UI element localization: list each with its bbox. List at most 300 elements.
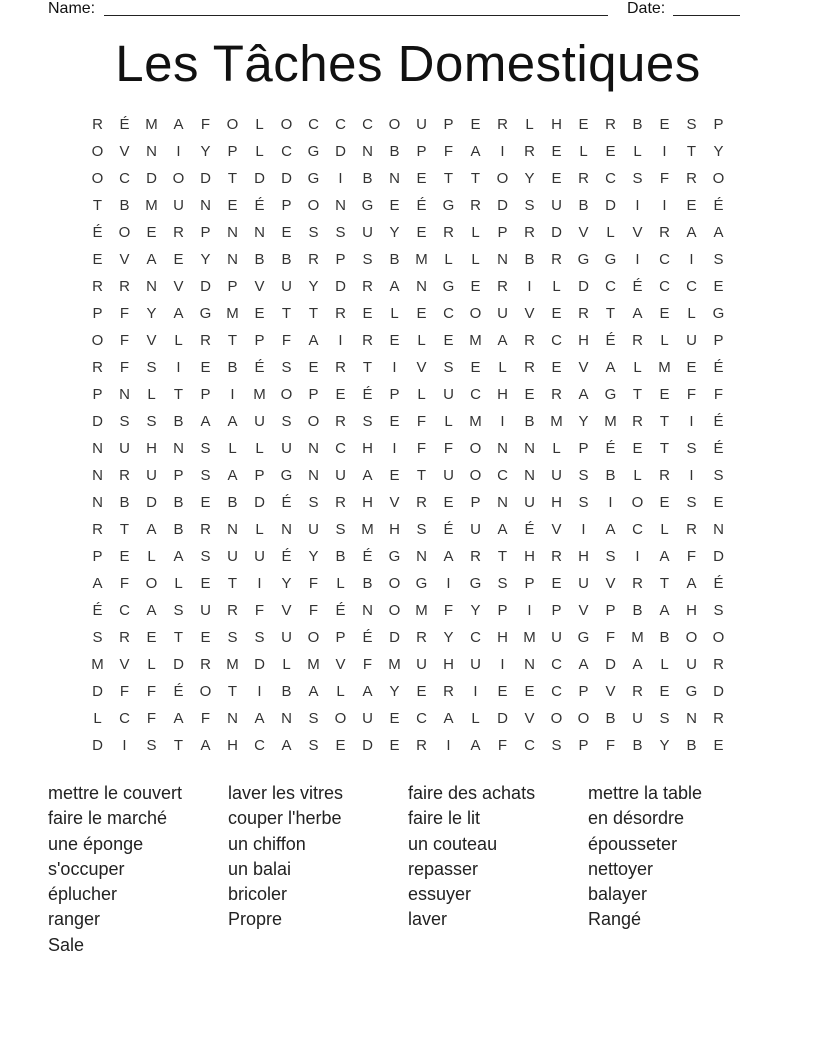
grid-letter[interactable]: C	[551, 332, 562, 349]
grid-letter[interactable]: D	[254, 494, 265, 511]
grid-letter[interactable]: I	[689, 251, 694, 268]
grid-letter[interactable]: R	[335, 413, 346, 430]
grid-letter[interactable]: A	[470, 737, 481, 754]
grid-letter[interactable]: N	[281, 710, 292, 727]
grid-letter[interactable]: S	[308, 224, 319, 241]
grid-letter[interactable]: N	[389, 170, 400, 187]
grid-letter[interactable]: T	[659, 440, 670, 457]
grid-letter[interactable]: É	[335, 602, 346, 619]
grid-letter[interactable]: O	[388, 575, 401, 592]
grid-letter[interactable]: G	[712, 305, 725, 322]
grid-letter[interactable]: R	[362, 278, 373, 295]
grid-letter[interactable]: V	[173, 278, 184, 295]
grid-letter[interactable]: T	[227, 332, 238, 349]
grid-letter[interactable]: N	[119, 386, 130, 403]
grid-letter[interactable]: R	[416, 629, 427, 646]
grid-letter[interactable]: É	[281, 494, 292, 511]
grid-letter[interactable]: E	[632, 440, 643, 457]
grid-letter[interactable]: É	[443, 521, 454, 538]
grid-letter[interactable]: F	[605, 737, 616, 754]
grid-letter[interactable]: U	[227, 548, 238, 565]
grid-letter[interactable]: B	[524, 413, 535, 430]
grid-letter[interactable]: O	[91, 332, 104, 349]
grid-letter[interactable]: E	[524, 683, 535, 700]
grid-letter[interactable]: O	[172, 170, 185, 187]
grid-letter[interactable]: G	[280, 467, 293, 484]
grid-letter[interactable]: D	[335, 278, 346, 295]
grid-letter[interactable]: D	[497, 710, 508, 727]
grid-letter[interactable]: F	[146, 710, 157, 727]
grid-letter[interactable]: I	[500, 143, 505, 160]
grid-letter[interactable]: D	[173, 656, 184, 673]
grid-letter[interactable]: B	[605, 710, 616, 727]
grid-letter[interactable]: A	[254, 710, 265, 727]
grid-letter[interactable]: R	[416, 737, 427, 754]
grid-letter[interactable]: C	[119, 170, 130, 187]
grid-letter[interactable]: H	[362, 440, 373, 457]
grid-letter[interactable]: U	[281, 629, 292, 646]
grid-letter[interactable]: M	[604, 413, 617, 430]
grid-letter[interactable]: V	[578, 602, 589, 619]
grid-letter[interactable]: H	[146, 440, 157, 457]
grid-letter[interactable]: T	[686, 143, 697, 160]
grid-letter[interactable]: E	[659, 386, 670, 403]
grid-letter[interactable]: T	[362, 359, 373, 376]
grid-letter[interactable]: C	[632, 521, 643, 538]
grid-letter[interactable]: L	[147, 548, 156, 565]
grid-letter[interactable]: G	[415, 575, 428, 592]
grid-letter[interactable]: D	[92, 737, 103, 754]
grid-letter[interactable]: E	[146, 224, 157, 241]
grid-letter[interactable]: L	[660, 656, 669, 673]
grid-letter[interactable]: N	[713, 521, 724, 538]
grid-letter[interactable]: G	[307, 143, 320, 160]
grid-letter[interactable]: T	[605, 305, 616, 322]
grid-letter[interactable]: E	[470, 278, 481, 295]
grid-letter[interactable]: S	[308, 710, 319, 727]
grid-letter[interactable]: P	[335, 251, 346, 268]
grid-letter[interactable]: A	[686, 575, 697, 592]
grid-letter[interactable]: B	[362, 575, 373, 592]
grid-letter[interactable]: V	[524, 710, 535, 727]
grid-letter[interactable]: B	[632, 116, 643, 133]
grid-letter[interactable]: Y	[443, 629, 454, 646]
grid-letter[interactable]: D	[713, 548, 724, 565]
grid-letter[interactable]: A	[200, 737, 211, 754]
grid-letter[interactable]: N	[362, 602, 373, 619]
grid-letter[interactable]: E	[146, 629, 157, 646]
grid-letter[interactable]: É	[281, 548, 292, 565]
grid-letter[interactable]: C	[416, 710, 427, 727]
grid-letter[interactable]: A	[146, 521, 157, 538]
grid-letter[interactable]: A	[146, 602, 157, 619]
grid-letter[interactable]: R	[497, 278, 508, 295]
grid-letter[interactable]: U	[308, 521, 319, 538]
grid-letter[interactable]: R	[713, 710, 724, 727]
grid-letter[interactable]: I	[635, 197, 640, 214]
grid-letter[interactable]: E	[713, 494, 724, 511]
grid-letter[interactable]: C	[551, 683, 562, 700]
grid-letter[interactable]: I	[608, 494, 613, 511]
grid-letter[interactable]: B	[173, 413, 184, 430]
grid-letter[interactable]: T	[659, 413, 670, 430]
grid-letter[interactable]: M	[226, 656, 239, 673]
grid-letter[interactable]: T	[308, 305, 319, 322]
grid-letter[interactable]: I	[527, 278, 532, 295]
grid-letter[interactable]: U	[551, 467, 562, 484]
grid-letter[interactable]: B	[389, 143, 400, 160]
grid-letter[interactable]: M	[145, 116, 158, 133]
grid-letter[interactable]: C	[659, 251, 670, 268]
grid-letter[interactable]: S	[551, 737, 562, 754]
grid-letter[interactable]: O	[712, 170, 725, 187]
grid-letter[interactable]: C	[119, 602, 130, 619]
grid-letter[interactable]: Y	[389, 224, 400, 241]
grid-letter[interactable]: C	[497, 467, 508, 484]
grid-letter[interactable]: R	[578, 170, 589, 187]
grid-letter[interactable]: V	[416, 359, 427, 376]
grid-letter[interactable]: H	[497, 629, 508, 646]
grid-letter[interactable]: V	[335, 656, 346, 673]
grid-letter[interactable]: B	[605, 467, 616, 484]
grid-letter[interactable]: L	[336, 683, 345, 700]
grid-letter[interactable]: R	[119, 629, 130, 646]
grid-letter[interactable]: F	[686, 386, 697, 403]
grid-letter[interactable]: C	[659, 278, 670, 295]
grid-letter[interactable]: C	[605, 170, 616, 187]
grid-letter[interactable]: E	[389, 710, 400, 727]
grid-letter[interactable]: V	[281, 602, 292, 619]
grid-letter[interactable]: M	[469, 332, 482, 349]
grid-letter[interactable]: C	[470, 629, 481, 646]
grid-letter[interactable]: I	[473, 683, 478, 700]
grid-letter[interactable]: B	[389, 251, 400, 268]
grid-letter[interactable]: I	[635, 548, 640, 565]
grid-letter[interactable]: É	[605, 332, 616, 349]
grid-letter[interactable]: R	[443, 683, 454, 700]
grid-letter[interactable]: E	[200, 575, 211, 592]
grid-letter[interactable]: V	[119, 143, 130, 160]
grid-letter[interactable]: M	[253, 386, 266, 403]
grid-letter[interactable]: H	[686, 602, 697, 619]
grid-letter[interactable]: B	[119, 494, 130, 511]
grid-letter[interactable]: S	[308, 737, 319, 754]
grid-letter[interactable]: B	[119, 197, 130, 214]
grid-letter[interactable]: L	[417, 332, 426, 349]
grid-letter[interactable]: E	[416, 683, 427, 700]
grid-letter[interactable]: O	[469, 440, 482, 457]
grid-letter[interactable]: S	[632, 170, 643, 187]
grid-letter[interactable]: N	[146, 278, 157, 295]
grid-letter[interactable]: R	[92, 278, 103, 295]
grid-letter[interactable]: M	[91, 656, 104, 673]
grid-letter[interactable]: E	[443, 332, 454, 349]
grid-letter[interactable]: A	[173, 548, 184, 565]
grid-letter[interactable]: E	[281, 224, 292, 241]
grid-letter[interactable]: M	[550, 413, 563, 430]
grid-letter[interactable]: S	[119, 413, 130, 430]
grid-letter[interactable]: T	[227, 575, 238, 592]
grid-letter[interactable]: P	[254, 467, 265, 484]
grid-letter[interactable]: P	[227, 278, 238, 295]
grid-letter[interactable]: T	[443, 170, 454, 187]
grid-letter[interactable]: E	[659, 305, 670, 322]
grid-letter[interactable]: R	[524, 359, 535, 376]
grid-letter[interactable]: A	[308, 683, 319, 700]
grid-letter[interactable]: R	[497, 116, 508, 133]
grid-letter[interactable]: U	[578, 575, 589, 592]
grid-letter[interactable]: M	[631, 629, 644, 646]
grid-letter[interactable]: O	[469, 305, 482, 322]
grid-letter[interactable]: G	[577, 629, 590, 646]
grid-letter[interactable]: A	[578, 386, 589, 403]
grid-letter[interactable]: É	[362, 548, 373, 565]
grid-letter[interactable]: F	[443, 440, 454, 457]
grid-letter[interactable]: C	[308, 116, 319, 133]
grid-letter[interactable]: U	[200, 602, 211, 619]
grid-letter[interactable]: U	[281, 440, 292, 457]
grid-letter[interactable]: D	[551, 224, 562, 241]
grid-letter[interactable]: E	[92, 251, 103, 268]
grid-letter[interactable]: I	[500, 656, 505, 673]
grid-letter[interactable]: F	[119, 683, 130, 700]
grid-letter[interactable]: O	[496, 170, 509, 187]
grid-letter[interactable]: M	[658, 359, 671, 376]
grid-letter[interactable]: R	[200, 521, 211, 538]
grid-letter[interactable]: S	[659, 710, 670, 727]
grid-letter[interactable]: U	[416, 656, 427, 673]
grid-letter[interactable]: P	[254, 332, 265, 349]
grid-letter[interactable]: S	[713, 602, 724, 619]
grid-letter[interactable]: G	[604, 386, 617, 403]
grid-letter[interactable]: T	[632, 386, 643, 403]
grid-letter[interactable]: U	[524, 494, 535, 511]
grid-letter[interactable]: D	[389, 629, 400, 646]
grid-letter[interactable]: E	[443, 494, 454, 511]
grid-letter[interactable]: R	[551, 251, 562, 268]
grid-letter[interactable]: P	[92, 305, 103, 322]
grid-letter[interactable]: M	[226, 305, 239, 322]
grid-letter[interactable]: S	[686, 440, 697, 457]
grid-letter[interactable]: A	[497, 521, 508, 538]
grid-letter[interactable]: B	[281, 251, 292, 268]
grid-letter[interactable]: I	[338, 332, 343, 349]
grid-letter[interactable]: G	[442, 278, 455, 295]
grid-letter[interactable]: P	[200, 224, 211, 241]
grid-letter[interactable]: O	[145, 575, 158, 592]
grid-letter[interactable]: P	[173, 467, 184, 484]
grid-letter[interactable]: C	[470, 386, 481, 403]
grid-letter[interactable]: P	[389, 386, 400, 403]
grid-letter[interactable]: L	[471, 710, 480, 727]
grid-letter[interactable]: N	[146, 143, 157, 160]
grid-letter[interactable]: C	[551, 656, 562, 673]
grid-letter[interactable]: D	[713, 683, 724, 700]
grid-letter[interactable]: H	[389, 521, 400, 538]
grid-letter[interactable]: G	[388, 548, 401, 565]
grid-letter[interactable]: O	[631, 494, 644, 511]
grid-letter[interactable]: S	[92, 629, 103, 646]
grid-letter[interactable]: L	[687, 305, 696, 322]
grid-letter[interactable]: É	[713, 413, 724, 430]
grid-letter[interactable]: B	[335, 548, 346, 565]
grid-letter[interactable]: U	[470, 656, 481, 673]
grid-letter[interactable]: P	[713, 332, 724, 349]
grid-letter[interactable]: E	[389, 737, 400, 754]
grid-letter[interactable]: F	[497, 737, 508, 754]
grid-letter[interactable]: B	[686, 737, 697, 754]
grid-letter[interactable]: S	[686, 494, 697, 511]
grid-letter[interactable]: A	[713, 224, 724, 241]
grid-letter[interactable]: F	[443, 143, 454, 160]
grid-letter[interactable]: P	[551, 602, 562, 619]
grid-letter[interactable]: O	[307, 197, 320, 214]
grid-letter[interactable]: V	[605, 683, 616, 700]
grid-letter[interactable]: F	[308, 602, 319, 619]
grid-letter[interactable]: R	[524, 224, 535, 241]
grid-letter[interactable]: A	[173, 116, 184, 133]
grid-letter[interactable]: I	[446, 575, 451, 592]
grid-letter[interactable]: S	[713, 467, 724, 484]
grid-letter[interactable]: U	[686, 656, 697, 673]
grid-letter[interactable]: V	[632, 224, 643, 241]
grid-letter[interactable]: É	[92, 602, 103, 619]
grid-letter[interactable]: A	[200, 413, 211, 430]
grid-letter[interactable]: F	[605, 629, 616, 646]
grid-letter[interactable]: S	[578, 467, 589, 484]
grid-letter[interactable]: C	[335, 116, 346, 133]
grid-letter[interactable]: B	[281, 683, 292, 700]
grid-letter[interactable]: U	[362, 710, 373, 727]
grid-letter[interactable]: R	[335, 359, 346, 376]
grid-letter[interactable]: L	[633, 359, 642, 376]
grid-letter[interactable]: A	[659, 602, 670, 619]
grid-letter[interactable]: L	[255, 116, 264, 133]
grid-letter[interactable]: I	[122, 737, 127, 754]
grid-letter[interactable]: I	[176, 143, 181, 160]
grid-letter[interactable]: Y	[659, 737, 670, 754]
grid-letter[interactable]: D	[92, 683, 103, 700]
grid-letter[interactable]: T	[416, 467, 427, 484]
grid-letter[interactable]: R	[605, 116, 616, 133]
grid-letter[interactable]: B	[227, 494, 238, 511]
grid-letter[interactable]: B	[578, 197, 589, 214]
grid-letter[interactable]: R	[335, 305, 346, 322]
grid-letter[interactable]: U	[146, 467, 157, 484]
grid-letter[interactable]: U	[254, 413, 265, 430]
grid-letter[interactable]: N	[92, 440, 103, 457]
grid-letter[interactable]: L	[390, 305, 399, 322]
grid-letter[interactable]: S	[713, 251, 724, 268]
grid-letter[interactable]: Y	[200, 251, 211, 268]
grid-letter[interactable]: E	[119, 548, 130, 565]
grid-letter[interactable]: E	[551, 305, 562, 322]
grid-letter[interactable]: H	[497, 386, 508, 403]
grid-letter[interactable]: E	[416, 305, 427, 322]
grid-letter[interactable]: B	[173, 521, 184, 538]
grid-letter[interactable]: S	[200, 467, 211, 484]
grid-letter[interactable]: V	[551, 521, 562, 538]
grid-letter[interactable]: N	[497, 251, 508, 268]
grid-letter[interactable]: L	[417, 386, 426, 403]
grid-letter[interactable]: G	[469, 575, 482, 592]
grid-letter[interactable]: N	[227, 710, 238, 727]
grid-letter[interactable]: E	[470, 359, 481, 376]
grid-letter[interactable]: E	[335, 737, 346, 754]
grid-letter[interactable]: P	[470, 494, 481, 511]
grid-letter[interactable]: Y	[713, 143, 724, 160]
grid-letter[interactable]: L	[444, 251, 453, 268]
grid-letter[interactable]: F	[119, 359, 130, 376]
grid-letter[interactable]: R	[632, 683, 643, 700]
grid-letter[interactable]: U	[551, 629, 562, 646]
grid-letter[interactable]: O	[226, 116, 239, 133]
grid-letter[interactable]: H	[551, 116, 562, 133]
grid-letter[interactable]: R	[632, 575, 643, 592]
grid-letter[interactable]: T	[497, 548, 508, 565]
grid-letter[interactable]: E	[389, 332, 400, 349]
grid-letter[interactable]: O	[469, 467, 482, 484]
grid-letter[interactable]: Y	[281, 575, 292, 592]
grid-letter[interactable]: D	[200, 278, 211, 295]
grid-letter[interactable]: P	[281, 197, 292, 214]
grid-letter[interactable]: S	[200, 548, 211, 565]
grid-letter[interactable]: U	[686, 332, 697, 349]
grid-letter[interactable]: T	[659, 575, 670, 592]
grid-letter[interactable]: D	[578, 278, 589, 295]
grid-letter[interactable]: S	[416, 521, 427, 538]
grid-letter[interactable]: A	[173, 710, 184, 727]
grid-letter[interactable]: P	[416, 143, 427, 160]
grid-letter[interactable]: S	[308, 494, 319, 511]
grid-letter[interactable]: H	[578, 332, 589, 349]
grid-letter[interactable]: I	[635, 251, 640, 268]
grid-letter[interactable]: E	[254, 305, 265, 322]
grid-letter[interactable]: A	[632, 305, 643, 322]
grid-letter[interactable]: L	[255, 143, 264, 160]
grid-letter[interactable]: R	[119, 467, 130, 484]
grid-letter[interactable]: Y	[524, 170, 535, 187]
grid-letter[interactable]: Y	[308, 278, 319, 295]
grid-letter[interactable]: V	[119, 251, 130, 268]
grid-letter[interactable]: I	[527, 602, 532, 619]
grid-letter[interactable]: L	[444, 413, 453, 430]
grid-letter[interactable]: I	[176, 359, 181, 376]
grid-letter[interactable]: N	[92, 494, 103, 511]
grid-letter[interactable]: L	[93, 710, 102, 727]
grid-letter[interactable]: L	[606, 224, 615, 241]
grid-letter[interactable]: E	[470, 116, 481, 133]
grid-letter[interactable]: S	[146, 737, 157, 754]
grid-letter[interactable]: H	[443, 656, 454, 673]
grid-letter[interactable]: L	[498, 359, 507, 376]
grid-letter[interactable]: O	[577, 710, 590, 727]
grid-letter[interactable]: I	[446, 737, 451, 754]
grid-letter[interactable]: B	[632, 737, 643, 754]
grid-letter[interactable]: E	[686, 197, 697, 214]
grid-letter[interactable]: G	[307, 170, 320, 187]
grid-letter[interactable]: É	[524, 521, 535, 538]
grid-letter[interactable]: A	[578, 656, 589, 673]
grid-letter[interactable]: Y	[146, 305, 157, 322]
grid-letter[interactable]: G	[361, 197, 374, 214]
grid-letter[interactable]: P	[605, 602, 616, 619]
grid-letter[interactable]: E	[200, 494, 211, 511]
grid-letter[interactable]: I	[581, 521, 586, 538]
grid-letter[interactable]: E	[578, 116, 589, 133]
grid-letter[interactable]: A	[632, 656, 643, 673]
grid-letter[interactable]: H	[551, 494, 562, 511]
